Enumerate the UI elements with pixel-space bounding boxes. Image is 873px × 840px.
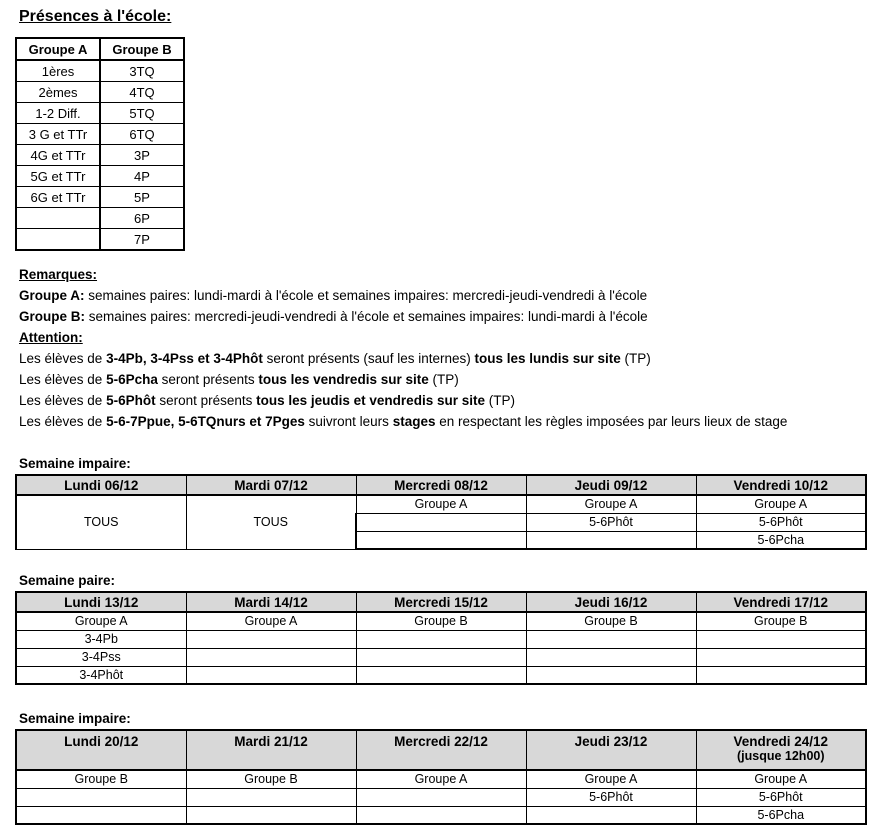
week-1-table [15, 474, 867, 550]
week-2-cell: 3-4Phôt [16, 666, 186, 684]
week-2-row [16, 612, 866, 630]
remark-group-b-text: semaines paires: mercredi-jeudi-vendredi à l'école et semaines impaires: lundi-mardi à l'école [85, 309, 648, 324]
group-b-cell: 3P [100, 145, 184, 166]
group-a-cell: 2èmes [16, 82, 100, 103]
week-2-cell [356, 630, 526, 648]
week-3-day-header: Mardi 21/12 [186, 730, 356, 770]
week-1-cell-merged: TOUS [16, 495, 186, 549]
week-3-day-header: Jeudi 23/12 [526, 730, 696, 770]
remark-group-a-label: Groupe A: [19, 288, 85, 303]
attention-bold: 5-6-7Ppue, 5-6TQnurs et 7Pges [106, 414, 305, 429]
week-2-cell [696, 630, 866, 648]
week-3-cell [16, 806, 186, 824]
attention-bold: 5-6Pcha [106, 372, 158, 387]
week-2-cell: Groupe A [16, 612, 186, 630]
week-1-day-header: Jeudi 09/12 [526, 475, 696, 495]
attention-line-2 [19, 369, 787, 390]
group-a-cell: 3 G et TTr [16, 124, 100, 145]
page-title: Présences à l'école: [19, 8, 172, 25]
group-b-cell: 6P [100, 208, 184, 229]
group-a-cell: 5G et TTr [16, 166, 100, 187]
week-2-cell [186, 648, 356, 666]
groups-row [16, 166, 184, 187]
groups-row [16, 208, 184, 229]
week-2-day-header: Mardi 14/12 [186, 592, 356, 612]
week-2-cell: Groupe B [696, 612, 866, 630]
week-1-cell-merged: TOUS [186, 495, 356, 549]
group-b-cell: 6TQ [100, 124, 184, 145]
week-3-row [16, 788, 866, 806]
attention-bold: 3-4Pb, 3-4Pss et 3-4Phôt [106, 351, 263, 366]
week-3-cell [16, 788, 186, 806]
group-b-cell: 3TQ [100, 60, 184, 82]
week-3-table [15, 729, 867, 825]
week-1-cell [526, 531, 696, 549]
week-1-cell: 5-6Phôt [696, 513, 866, 531]
week-3-cell [356, 788, 526, 806]
week-1-cell: 5-6Phôt [526, 513, 696, 531]
group-a-cell [16, 208, 100, 229]
week-2-cell: Groupe B [356, 612, 526, 630]
week-2-cell: Groupe A [186, 612, 356, 630]
attention-text: suivront leurs [304, 414, 393, 429]
group-b-cell: 5TQ [100, 103, 184, 124]
group-a-cell: 4G et TTr [16, 145, 100, 166]
group-a-cell [16, 229, 100, 251]
week-3-day-header: Lundi 20/12 [16, 730, 186, 770]
attention-text: Les élèves de [19, 351, 107, 366]
week-2-day-header: Lundi 13/12 [16, 592, 186, 612]
week-3-day-header-label: Vendredi 24/12 [733, 734, 829, 749]
week-2-cell: Groupe B [526, 612, 696, 630]
groups-table [15, 37, 185, 251]
week-3-label: Semaine impaire: [19, 711, 131, 726]
week-1-cell: Groupe A [356, 495, 526, 513]
week-2-cell [526, 630, 696, 648]
week-1-cell: Groupe A [696, 495, 866, 513]
group-a-cell: 1-2 Diff. [16, 103, 100, 124]
week-3-cell [356, 806, 526, 824]
week-2-day-header: Mercredi 15/12 [356, 592, 526, 612]
remark-group-a-text: semaines paires: lundi-mardi à l'école et semaines impaires: mercredi-jeudi-vendredi à l'école [84, 288, 648, 303]
attention-text: (TP) [620, 351, 651, 366]
group-b-cell: 4TQ [100, 82, 184, 103]
attention-text: Les élèves de [19, 372, 107, 387]
week-2-cell [696, 666, 866, 684]
week-3-day-header: Mercredi 22/12 [356, 730, 526, 770]
week-3-cell: Groupe B [186, 770, 356, 788]
week-2-cell: 3-4Pb [16, 630, 186, 648]
group-a-cell: 6G et TTr [16, 187, 100, 208]
week-3-cell: Groupe A [356, 770, 526, 788]
attention-text: (TP) [428, 372, 459, 387]
group-a-cell: 1ères [16, 60, 100, 82]
groups-row [16, 145, 184, 166]
group-b-cell: 7P [100, 229, 184, 251]
week-3-day-header-last [696, 730, 866, 770]
attention-bold: 5-6Phôt [106, 393, 156, 408]
remark-group-b-label: Groupe B: [19, 309, 85, 324]
week-2-row [16, 648, 866, 666]
attention-text: seront présents [155, 393, 257, 408]
attention-line-4 [19, 411, 787, 432]
groups-header-a: Groupe A [16, 38, 100, 60]
remarks-section [19, 264, 787, 432]
group-b-cell: 5P [100, 187, 184, 208]
week-2-row [16, 630, 866, 648]
attention-heading: Attention: [19, 330, 83, 345]
week-1-label: Semaine impaire: [19, 456, 131, 471]
week-2-day-header: Vendredi 17/12 [696, 592, 866, 612]
week-3-cell [526, 806, 696, 824]
week-3-day-note: (jusque 12h00) [736, 749, 825, 763]
week-3-cell: Groupe B [16, 770, 186, 788]
attention-line-3 [19, 390, 787, 411]
groups-row [16, 82, 184, 103]
groups-row [16, 103, 184, 124]
week-3-cell: 5-6Phôt [696, 788, 866, 806]
group-b-cell: 4P [100, 166, 184, 187]
remarks-heading: Remarques: [19, 267, 98, 282]
week-3-cell: Groupe A [696, 770, 866, 788]
week-1-day-header: Lundi 06/12 [16, 475, 186, 495]
week-2-cell [356, 666, 526, 684]
week-2-cell [526, 648, 696, 666]
week-1-day-header: Vendredi 10/12 [696, 475, 866, 495]
attention-text: Les élèves de [19, 414, 107, 429]
groups-row [16, 60, 184, 82]
attention-bold: tous les vendredis sur site [258, 372, 429, 387]
week-1-cell [356, 531, 526, 549]
attention-bold: tous les jeudis et vendredis sur site [256, 393, 485, 408]
week-3-cell: 5-6Phôt [526, 788, 696, 806]
week-2-cell [186, 630, 356, 648]
week-2-cell: 3-4Pss [16, 648, 186, 666]
week-3-row [16, 806, 866, 824]
groups-row [16, 187, 184, 208]
attention-text: Les élèves de [19, 393, 107, 408]
week-3-cell: 5-6Pcha [696, 806, 866, 824]
week-2-row [16, 666, 866, 684]
week-1-cell [356, 513, 526, 531]
week-1-cell: Groupe A [526, 495, 696, 513]
week-1-cell: 5-6Pcha [696, 531, 866, 549]
attention-bold: stages [392, 414, 436, 429]
week-2-cell [356, 648, 526, 666]
week-2-cell [186, 666, 356, 684]
week-3-cell [186, 806, 356, 824]
week-1-day-header: Mardi 07/12 [186, 475, 356, 495]
groups-header-b: Groupe B [100, 38, 184, 60]
remark-group-b [19, 306, 787, 327]
remark-group-a [19, 285, 787, 306]
week-3-cell [186, 788, 356, 806]
groups-row [16, 229, 184, 251]
attention-text: en respectant les règles imposées par leurs lieux de stage [435, 414, 788, 429]
attention-bold: tous les lundis sur site [474, 351, 621, 366]
week-2-day-header: Jeudi 16/12 [526, 592, 696, 612]
attention-text: seront présents [157, 372, 259, 387]
week-3-cell: Groupe A [526, 770, 696, 788]
week-2-table [15, 591, 867, 685]
week-2-label: Semaine paire: [19, 573, 116, 588]
week-3-row [16, 770, 866, 788]
groups-row [16, 124, 184, 145]
attention-line-1 [19, 348, 787, 369]
week-1-day-header: Mercredi 08/12 [356, 475, 526, 495]
week-2-cell [526, 666, 696, 684]
week-2-cell [696, 648, 866, 666]
attention-text: (TP) [484, 393, 515, 408]
attention-text: seront présents (sauf les internes) [262, 351, 475, 366]
